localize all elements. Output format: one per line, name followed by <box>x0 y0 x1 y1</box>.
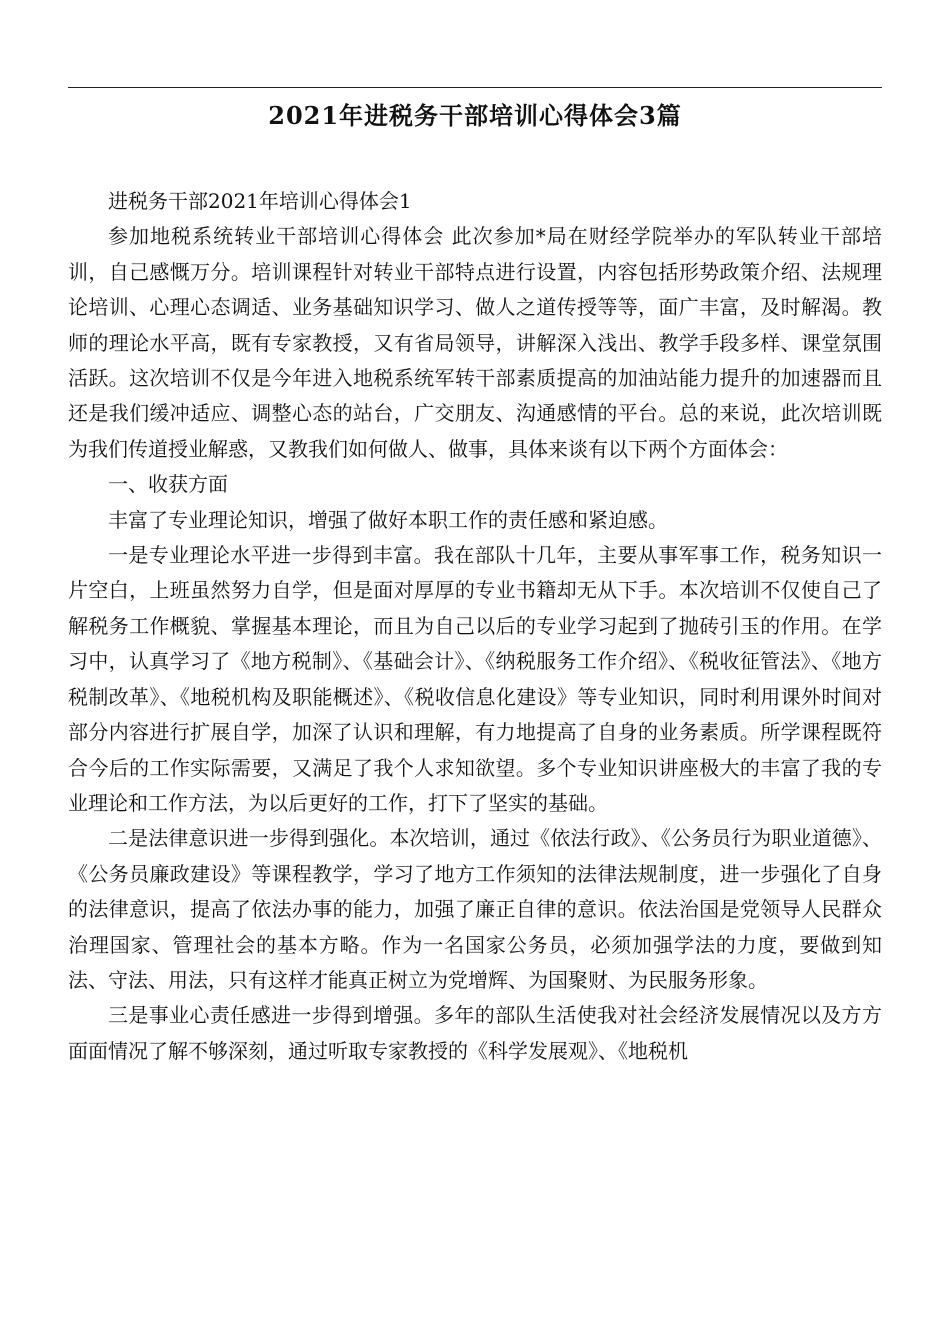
document-title: 2021年进税务干部培训心得体会3篇 <box>268 101 682 130</box>
point-three-paragraph: 三是事业心责任感进一步得到增强。多年的部队生活使我对社会经济发展情况以及方方面面情况了解不够深刻，通过听取专家教授的《科学发展观》、《地税机 <box>68 1003 882 1063</box>
header-rule <box>68 87 882 88</box>
document-body <box>68 184 882 1069</box>
subtitle-paragraph: 进税务干部2021年培训心得体会1 <box>108 189 412 213</box>
section-heading: 一、收获方面 <box>108 472 228 497</box>
point-one-paragraph: 一是专业理论水平进一步得到丰富。我在部队十几年，主要从事军事工作，税务知识一片空白，上班虽然努力自学，但是面对厚厚的专业书籍却无从下手。本次培训不仅使自己了解税务工作概貌、掌握基本理论，而且为自己以后的专业学习起到了抛砖引玉的作用。在学习中，认真学习了《地方税制》、《基础会计》、《纳税服务工作介绍》、《税收征管法》、《地方税制改革》、《地税机构及职能概述》、《税收信息化建设》等专业知识，同时利用课外时间对部分内容进行扩展自学，加深了认识和理解，有力地提高了自身的业务素质。所学课程既符合今后的工作实际需要，又满足了我个人求知欲望。多个专业知识讲座极大的丰富了我的专业理论和工作方法，为以后更好的工作，打下了坚实的基础。 <box>68 543 882 815</box>
summary-paragraph: 丰富了专业理论知识，增强了做好本职工作的责任感和紧迫感。 <box>108 507 668 532</box>
point-two-paragraph: 二是法律意识进一步得到强化。本次培训，通过《依法行政》、《公务员行为职业道德》、《公务员廉政建设》等课程教学，学习了地方工作须知的法律法规制度，进一步强化了自身的法律意识，提高了依法办事的能力，加强了廉正自律的意识。依法治国是党领导人民群众治理国家、管理社会的基本方略。作为一名国家公务员，必须加强学法的力度，要做到知法、守法、用法，只有这样才能真正树立为党增辉、为国聚财、为民服务形象。 <box>68 826 882 992</box>
intro-paragraph: 参加地税系统转业干部培训心得体会 此次参加*局在财经学院举办的军队转业干部培训，自己感慨万分。培训课程针对转业干部特点进行设置，内容包括形势政策介绍、法规理论培训、心理心态调适、业务基础知识学习、做人之道传授等等，面广丰富，及时解渴。教师的理论水平高，既有专家教授，又有省局领导，讲解深入浅出、教学手段多样、课堂氛围活跃。这次培训不仅是今年进入地税系统军转干部素质提高的加油站能力提升的加速器而且还是我们缓冲适应、调整心态的站台，广交朋友、沟通感情的平台。总的来说，此次培训既为我们传道授业解惑，又教我们如何做人、做事，具体来谈有以下两个方面体会： <box>68 224 882 461</box>
